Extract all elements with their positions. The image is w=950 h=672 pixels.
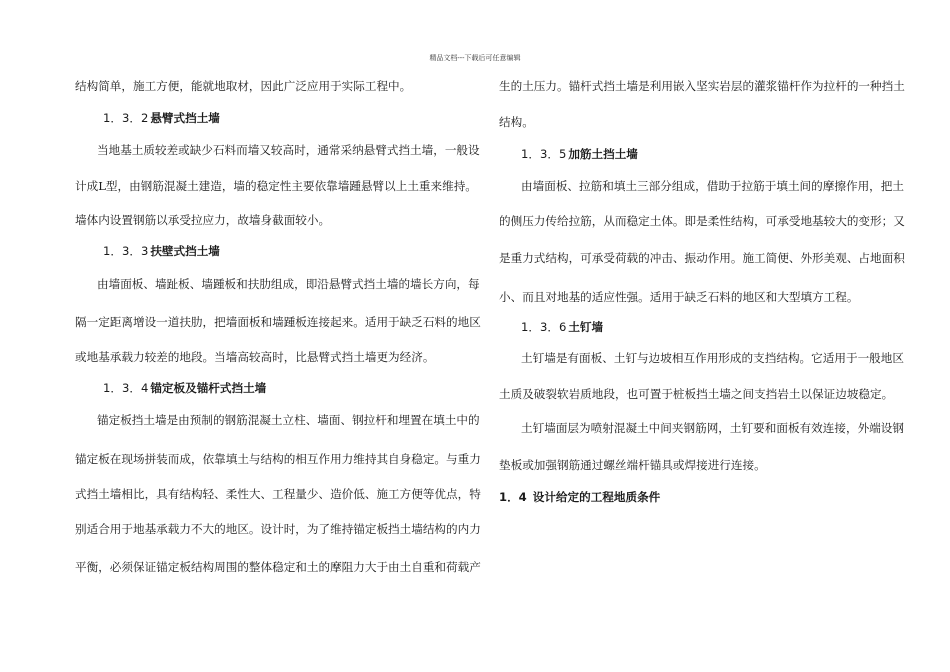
section-number: 1．4 (499, 490, 527, 504)
section-heading-1-4 (499, 490, 660, 504)
paragraph-line: 的侧压力传给拉筋，从而稳定土体。即是柔性结构，可承受地基较大的变形；又 (499, 214, 905, 228)
section-title: 扶壁式挡土墙 (150, 244, 220, 258)
section-number: 1．3．5 (521, 147, 567, 161)
section-number: 1．3．2 (103, 111, 149, 125)
paragraph-line: 当地基土质较差或缺少石料而墙又较高时，通常采纳悬臂式挡土墙，一般设 (97, 143, 480, 157)
paragraph-line: 是重力式结构，可承受荷载的冲击、振动作用。施工简便、外形美观、占地面积 (499, 251, 905, 265)
paragraph-line: 计成L型，由钢筋混凝土建造，墙的稳定性主要依靠墙踵悬臂以上土重来维持。 (75, 179, 477, 193)
paragraph-line: 结构简单，施工方便，能就地取材，因此广泛应用于实际工程中。 (75, 79, 412, 93)
paragraph-line: 土质及破裂软岩质地段，也可置于桩板挡土墙之间支挡岩土以保证边坡稳定。 (499, 387, 894, 401)
paragraph-line: 小、而且对地基的适应性强。适用于缺乏石料的地区和大型填方工程。 (499, 290, 859, 304)
paragraph-line: 土钉墙面层为喷射混凝土中间夹钢筋网，土钉要和面板有效连接，外端设钢 (521, 421, 904, 435)
section-title: 土钉墙 (568, 320, 604, 334)
section-heading-1-3-5 (521, 147, 638, 161)
section-title: 设计给定的工程地质条件 (532, 490, 661, 504)
paragraph-line: 土钉墙是有面板、土钉与边坡相互作用形成的支挡结构。它适用于一般地区 (521, 351, 904, 365)
paragraph-line: 隔一定距离增设一道扶肋，把墙面板和墙踵板连接起来。适用于缺乏石料的地区 (75, 315, 481, 329)
section-number: 1．3．4 (103, 381, 149, 395)
paragraph-line: 墙体内设置钢筋以承受拉应力，故墙身截面较小。 (75, 213, 331, 227)
paragraph-line: 锚定板挡土墙是由预制的钢筋混凝土立柱、墙面、钢拉杆和埋置在填土中的 (97, 413, 480, 427)
paragraph-line: 别适合用于地基承载力不大的地区。设计时，为了维持锚定板挡土墙结构的内力 (75, 522, 481, 536)
section-title: 锚定板及锚杆式挡土墙 (150, 381, 267, 395)
paragraph-line: 锚定板在现场拼装而成，依靠填土与结构的相互作用力维持其自身稳定。与重力 (75, 452, 481, 466)
section-number: 1．3．3 (103, 244, 149, 258)
section-title: 加筋土挡土墙 (568, 147, 638, 161)
page-header: 精品文档---下载后可任意编辑 (429, 54, 521, 62)
paragraph-line: 由墙面板、墙趾板、墙踵板和扶肋组成，即沿悬臂式挡土墙的墙长方向，每 (97, 277, 480, 291)
paragraph-line: 垫板或加强钢筋通过螺丝端杆锚具或焊接进行连接。 (499, 458, 766, 472)
paragraph-line: 式挡土墙相比，具有结构轻、柔性大、工程量少、造价低、施工方便等优点，特 (75, 487, 481, 501)
section-heading-1-3-4 (103, 381, 266, 395)
section-heading-1-3-2 (103, 111, 220, 125)
paragraph-line: 或地基承载力较差的地段。当墙高较高时，比悬臂式挡土墙更为经济。 (75, 350, 435, 364)
section-heading-1-3-3 (103, 244, 220, 258)
paragraph-line: 由墙面板、拉筋和填土三部分组成，借助于拉筋于填土间的摩擦作用，把土 (521, 179, 904, 193)
paragraph-line: 结构。 (499, 115, 534, 129)
section-number: 1．3．6 (521, 320, 567, 334)
section-title: 悬臂式挡土墙 (150, 111, 220, 125)
paragraph-line: 生的土压力。锚杆式挡土墙是利用嵌入坚实岩层的灌浆锚杆作为拉杆的一种挡土 (499, 79, 905, 93)
section-heading-1-3-6 (521, 320, 603, 334)
paragraph-line: 平衡，必须保证锚定板结构周围的整体稳定和土的摩阻力大于由土自重和荷载产 (75, 560, 481, 574)
